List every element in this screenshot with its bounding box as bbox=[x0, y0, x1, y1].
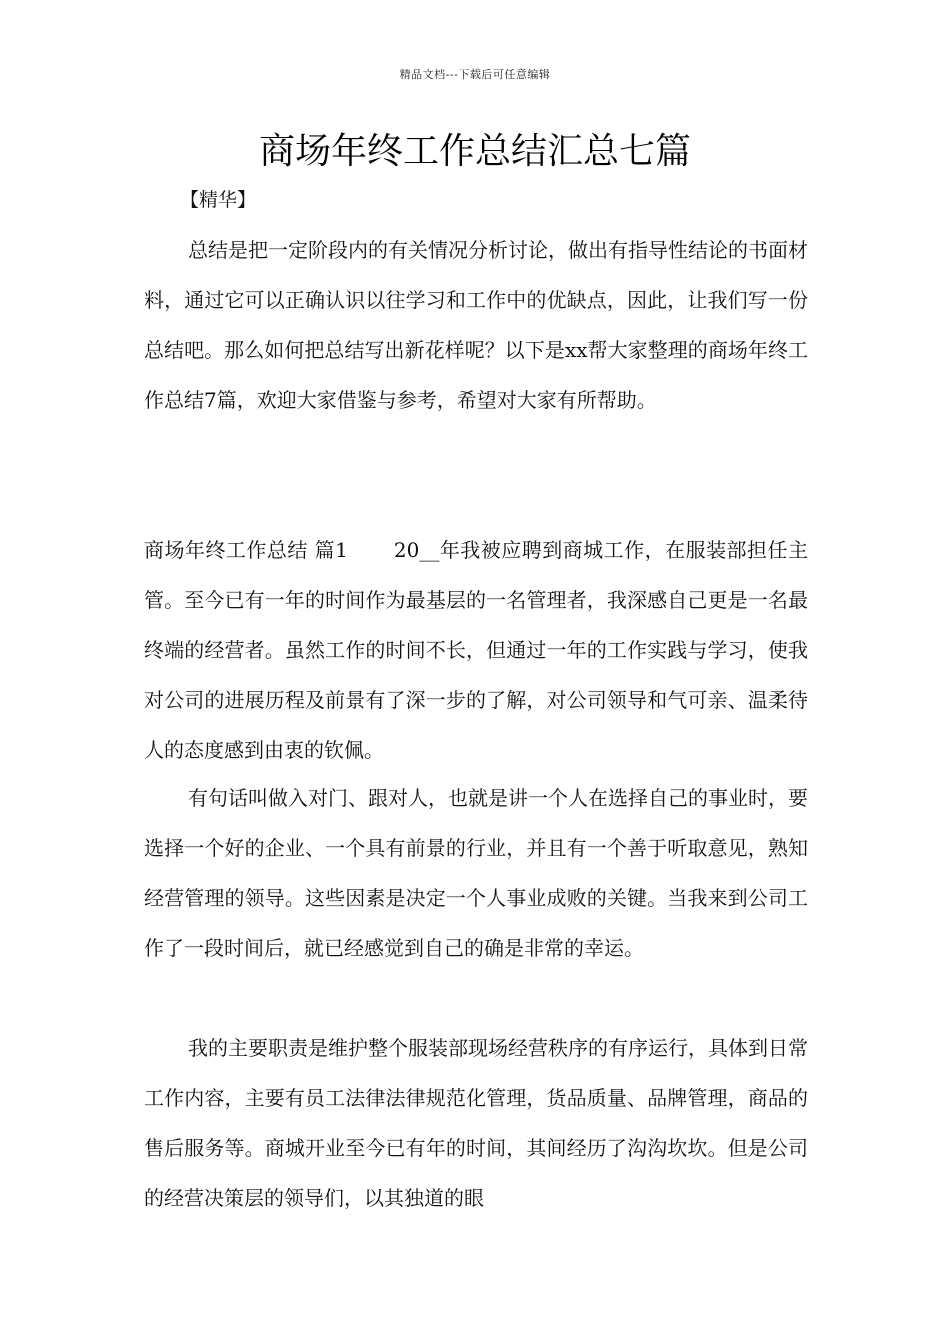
document-title: 商场年终工作总结汇总七篇 bbox=[258, 131, 691, 172]
header-note: 精品文档---下载后可任意编辑 bbox=[399, 68, 551, 81]
body-paragraph-2: 有句话叫做入对门、跟对人，也就是讲一个人在选择自己的事业时，要选择一个好的企业、一个具有前景的行业，并且有一个善于听取意见，熟知经营管理的领导。这些因素是决定一个人事业成败的关键。当我来到公司工作了一段时间后，就已经感觉到自己的确是非常的幸运。 bbox=[144, 786, 808, 960]
section-1-heading: 商场年终工作总结 篇1 bbox=[144, 538, 348, 562]
essence-badge: 【精华】 bbox=[180, 189, 257, 211]
section-1-paragraph bbox=[144, 525, 808, 775]
body-paragraph-3: 我的主要职责是维护整个服装部现场经营秩序的有序运行，具体到日常工作内容，主要有员工法律法律规范化管理，货品质量、品牌管理，商品的售后服务等。商城开业至今已有年的时间，其间经历了沟沟坎坎。但是公司的经营决策层的领导们，以其独道的眼 bbox=[144, 1036, 808, 1210]
intro-paragraph: 总结是把一定阶段内的有关情况分析讨论，做出有指导性结论的书面材料，通过它可以正确认识以往学习和工作中的优缺点，因此，让我们写一份总结吧。那么如何把总结写出新花样呢？以下是xx帮大家整理的商场年终工作总结7篇，欢迎大家借鉴与参考，希望对大家有所帮助。 bbox=[144, 238, 808, 412]
section-1-body: 20__年我被应聘到商城工作，在服装部担任主管。至今已有一年的时间作为最基层的一名管理者，我深感自己更是一名最终端的经营者。虽然工作的时间不长，但通过一年的工作实践与学习，使我对公司的进展历程及前景有了深一步的了解，对公司领导和气可亲、温柔待人的态度感到由衷的钦佩。 bbox=[144, 538, 808, 762]
